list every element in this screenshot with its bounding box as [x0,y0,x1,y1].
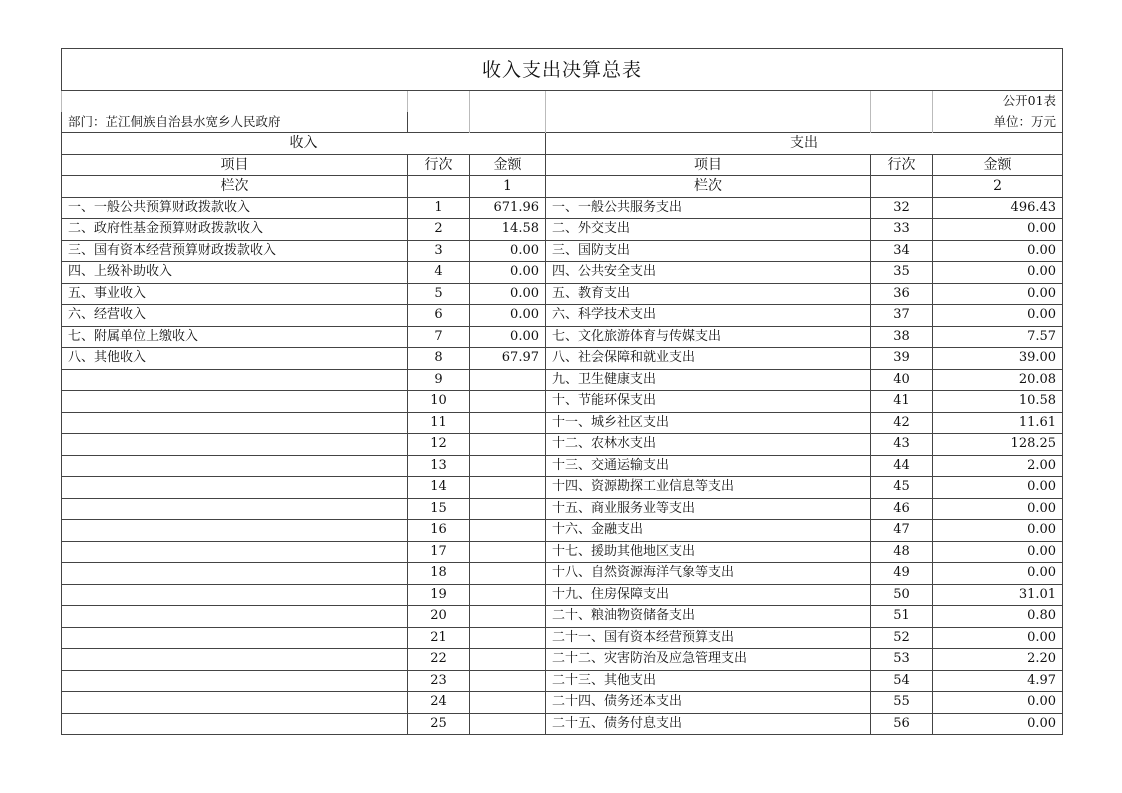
table-row [62,326,1063,348]
income-item-cell [62,541,408,563]
expense-rowno-cell: 40 [871,369,933,391]
expense-item-cell: 十四、资源勘探工业信息等支出 [546,477,871,499]
expense-rowno-cell: 32 [871,197,933,219]
income-item-cell [62,606,408,628]
expense-item-cell: 十七、援助其他地区支出 [546,541,871,563]
income-item-cell [62,477,408,499]
table-row [62,563,1063,585]
table-row [62,391,1063,413]
income-rowno-cell: 10 [408,391,470,413]
income-amount-cell [470,434,546,456]
expense-rowno-cell: 38 [871,326,933,348]
expense-item-cell: 二、外交支出 [546,219,871,241]
expense-item-cell: 十八、自然资源海洋气象等支出 [546,563,871,585]
table-row [62,649,1063,671]
income-rowno-cell: 17 [408,541,470,563]
income-rowno-cell: 18 [408,563,470,585]
expense-amount-cell: 39.00 [933,348,1063,370]
income-rowno-cell: 20 [408,606,470,628]
income-rowno-cell: 16 [408,520,470,542]
income-amount-cell [470,627,546,649]
expense-amount-header: 金额 [933,154,1063,176]
expense-rowno-cell: 48 [871,541,933,563]
income-rowno-cell: 14 [408,477,470,499]
expense-amount-cell: 0.00 [933,283,1063,305]
expense-rowno-cell: 33 [871,219,933,241]
table-row [62,305,1063,327]
table-row [62,541,1063,563]
income-amount-cell [470,563,546,585]
income-item-cell [62,369,408,391]
expense-rowno-cell: 45 [871,477,933,499]
expense-item-header: 项目 [546,154,871,176]
income-item-cell [62,670,408,692]
income-item-cell [62,498,408,520]
table-row [62,434,1063,456]
expense-amount-cell: 0.00 [933,627,1063,649]
expense-amount-cell: 0.00 [933,477,1063,499]
income-item-cell [62,412,408,434]
expense-amount-cell: 128.25 [933,434,1063,456]
income-rowno-cell: 21 [408,627,470,649]
expense-amount-cell: 0.00 [933,541,1063,563]
expense-item-cell: 八、社会保障和就业支出 [546,348,871,370]
table-row [62,584,1063,606]
expense-amount-cell: 2.00 [933,455,1063,477]
expense-item-cell: 十六、金融支出 [546,520,871,542]
income-amount-cell [470,670,546,692]
income-amount-cell: 0.00 [470,305,546,327]
expense-rowno-cell: 34 [871,240,933,262]
income-item-cell: 三、国有资本经营预算财政拨款收入 [62,240,408,262]
income-header: 收入 [62,133,546,155]
expense-amount-cell: 31.01 [933,584,1063,606]
expense-rowno-header: 行次 [871,154,933,176]
expense-amount-cell: 0.00 [933,692,1063,714]
income-rowno-cell: 1 [408,197,470,219]
expense-rowno-cell: 47 [871,520,933,542]
income-column-label: 栏次 [62,176,408,198]
expense-rowno-cell: 41 [871,391,933,413]
expense-item-cell: 二十、粮油物资储备支出 [546,606,871,628]
income-item-cell [62,520,408,542]
income-amount-cell: 0.00 [470,283,546,305]
income-amount-cell [470,692,546,714]
income-rowno-cell: 19 [408,584,470,606]
income-rowno-cell: 5 [408,283,470,305]
income-amount-cell: 67.97 [470,348,546,370]
income-amount-cell: 671.96 [470,197,546,219]
expense-item-cell: 二十三、其他支出 [546,670,871,692]
expense-header: 支出 [546,133,1063,155]
income-rowno-header: 行次 [408,154,470,176]
income-item-cell: 二、政府性基金预算财政拨款收入 [62,219,408,241]
income-rowno-cell: 12 [408,434,470,456]
expense-rowno-cell: 44 [871,455,933,477]
income-rowno-cell: 2 [408,219,470,241]
income-item-cell [62,563,408,585]
income-amount-cell [470,649,546,671]
expense-amount-cell: 20.08 [933,369,1063,391]
expense-item-cell: 十一、城乡社区支出 [546,412,871,434]
expense-amount-cell: 0.00 [933,305,1063,327]
expense-amount-cell: 0.00 [933,563,1063,585]
table-row [62,520,1063,542]
expense-item-cell: 六、科学技术支出 [546,305,871,327]
expense-item-cell: 一、一般公共服务支出 [546,197,871,219]
expense-item-cell: 十五、商业服务业等支出 [546,498,871,520]
expense-rowno-cell: 52 [871,627,933,649]
department-label: 部门：芷江侗族自治县水宽乡人民政府 [62,112,408,133]
expense-amount-cell: 0.80 [933,606,1063,628]
expense-item-cell: 十九、住房保障支出 [546,584,871,606]
income-rowno-cell: 3 [408,240,470,262]
income-amount-cell [470,584,546,606]
table-row [62,262,1063,284]
expense-item-cell: 二十四、债务还本支出 [546,692,871,714]
expense-amount-cell: 0.00 [933,713,1063,735]
expense-item-cell: 三、国防支出 [546,240,871,262]
expense-item-cell: 十、节能环保支出 [546,391,871,413]
income-item-cell [62,584,408,606]
expense-amount-cell: 7.57 [933,326,1063,348]
table-row [62,670,1063,692]
expense-rowno-cell: 36 [871,283,933,305]
expense-rowno-cell: 35 [871,262,933,284]
table-row [62,606,1063,628]
income-amount-cell [470,412,546,434]
income-rowno-cell: 6 [408,305,470,327]
expense-amount-cell: 0.00 [933,240,1063,262]
table-row [62,197,1063,219]
expense-rowno-cell: 53 [871,649,933,671]
income-rowno-cell: 25 [408,713,470,735]
expense-rowno-cell: 46 [871,498,933,520]
table-row [62,283,1063,305]
income-column-number: 1 [470,176,546,198]
income-item-cell [62,649,408,671]
expense-item-cell: 二十五、债务付息支出 [546,713,871,735]
table-row [62,369,1063,391]
table-row [62,412,1063,434]
table-row [62,477,1063,499]
income-item-cell: 四、上级补助收入 [62,262,408,284]
expense-item-cell: 四、公共安全支出 [546,262,871,284]
expense-amount-cell: 11.61 [933,412,1063,434]
income-amount-cell: 0.00 [470,326,546,348]
income-amount-cell: 0.00 [470,240,546,262]
income-amount-cell: 0.00 [470,262,546,284]
expense-amount-cell: 496.43 [933,197,1063,219]
expense-amount-cell: 0.00 [933,262,1063,284]
expense-rowno-cell: 56 [871,713,933,735]
table-row [62,713,1063,735]
income-item-cell: 一、一般公共预算财政拨款收入 [62,197,408,219]
table-row [62,498,1063,520]
income-rowno-cell: 23 [408,670,470,692]
expense-item-cell: 七、文化旅游体育与传媒支出 [546,326,871,348]
table-row [62,348,1063,370]
expense-amount-cell: 0.00 [933,520,1063,542]
expense-item-cell: 十二、农林水支出 [546,434,871,456]
table-row [62,240,1063,262]
income-item-cell [62,627,408,649]
expense-amount-cell: 10.58 [933,391,1063,413]
expense-rowno-cell: 43 [871,434,933,456]
expense-item-cell: 二十二、灾害防治及应急管理支出 [546,649,871,671]
income-amount-cell: 14.58 [470,219,546,241]
income-rowno-cell: 15 [408,498,470,520]
table-row [62,692,1063,714]
expense-rowno-cell: 51 [871,606,933,628]
expense-rowno-cell: 54 [871,670,933,692]
income-item-cell [62,434,408,456]
expense-column-number: 2 [933,176,1063,198]
expense-item-cell: 十三、交通运输支出 [546,455,871,477]
expense-rowno-cell: 49 [871,563,933,585]
expense-amount-cell: 0.00 [933,219,1063,241]
expense-rowno-cell: 37 [871,305,933,327]
income-amount-cell [470,391,546,413]
income-amount-cell [470,455,546,477]
income-amount-cell [470,713,546,735]
income-item-cell: 七、附属单位上缴收入 [62,326,408,348]
expense-rowno-cell: 39 [871,348,933,370]
unit-label: 单位：万元 [933,112,1063,133]
income-rowno-cell: 9 [408,369,470,391]
income-item-header: 项目 [62,154,408,176]
expense-rowno-cell: 50 [871,584,933,606]
income-rowno-cell: 11 [408,412,470,434]
expense-item-cell: 五、教育支出 [546,283,871,305]
expense-item-cell: 九、卫生健康支出 [546,369,871,391]
expense-rowno-cell: 42 [871,412,933,434]
income-amount-cell [470,606,546,628]
expense-rowno-cell: 55 [871,692,933,714]
income-item-cell: 八、其他收入 [62,348,408,370]
income-amount-cell [470,369,546,391]
income-rowno-cell: 13 [408,455,470,477]
income-item-cell: 五、事业收入 [62,283,408,305]
income-rowno-cell: 24 [408,692,470,714]
expense-item-cell: 二十一、国有资本经营预算支出 [546,627,871,649]
income-rowno-cell: 22 [408,649,470,671]
expense-column-label: 栏次 [546,176,871,198]
income-item-cell [62,692,408,714]
page-title: 收入支出决算总表 [62,49,1063,91]
income-amount-cell [470,520,546,542]
income-item-cell [62,391,408,413]
summary-table [61,48,1063,735]
table-row [62,219,1063,241]
income-amount-cell [470,477,546,499]
income-rowno-cell: 7 [408,326,470,348]
form-number: 公开01表 [933,91,1063,112]
income-amount-header: 金额 [470,154,546,176]
table-row [62,455,1063,477]
income-item-cell: 六、经营收入 [62,305,408,327]
expense-amount-cell: 2.20 [933,649,1063,671]
income-rowno-cell: 4 [408,262,470,284]
table-row [62,627,1063,649]
income-amount-cell [470,498,546,520]
report-sheet [61,48,1062,735]
expense-amount-cell: 4.97 [933,670,1063,692]
income-rowno-cell: 8 [408,348,470,370]
income-item-cell [62,713,408,735]
income-item-cell [62,455,408,477]
expense-amount-cell: 0.00 [933,498,1063,520]
income-amount-cell [470,541,546,563]
